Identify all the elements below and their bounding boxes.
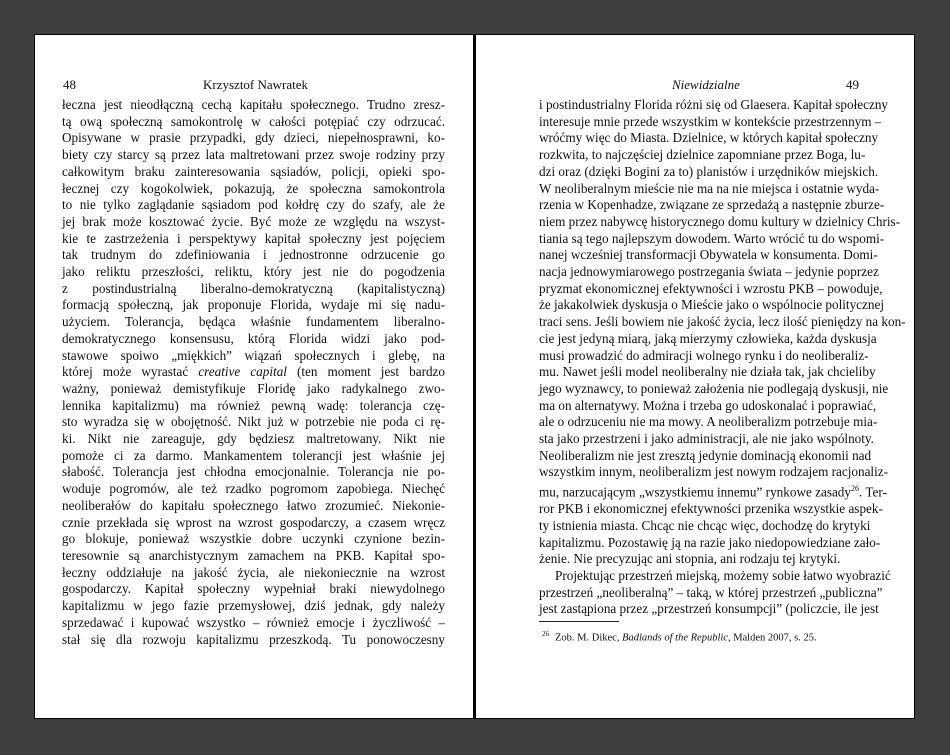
left-page xyxy=(34,34,475,719)
text-line: słabość. Tolerancja jest chłodna emocjonalnie. Tolerancja nie po- xyxy=(62,464,445,480)
text-line: ty istnienia miasta. Chcąc nie chcąc więc, dochodzę do krytyki xyxy=(539,517,871,533)
text-line: łeczny oddziałuje na jakość życia, ale niekoniecznie na wzrost xyxy=(62,564,445,580)
text-line: ma on alternatywy. Można i trzeba go udoskonalać i poprawiać, xyxy=(539,397,877,413)
text-line: jego wyznawcy, to ponieważ założenia nie podlegają dyskusji, nie xyxy=(539,380,889,396)
text-line: ror PKB i ekonomicznej efektywności przenika wszystkie aspek- xyxy=(539,501,883,517)
text-line: rzenia w Kopenhadze, związane ze sprzedażą a następnie zburze- xyxy=(539,197,885,213)
text-line: nacja jednowymiarowego postrzegania świata – jedynie poprzez xyxy=(539,264,879,280)
text-line: sta jako przestrzeni i jako administracji, ale nie jako wspólnoty. xyxy=(539,431,874,447)
text-line: jako reliktu przeszłości, reliktu, który jest nie do pogodzenia xyxy=(62,264,445,280)
running-head-title: Niewidzialne xyxy=(672,77,740,92)
text-line-mixed xyxy=(62,364,445,381)
text-line: łecznej czy kogokolwiek, pokazują, że społeczna samokontrola xyxy=(62,180,445,196)
text-line: użyciem. Tolerancja, będąca właśnie fundamentem liberalno- xyxy=(62,314,445,330)
italic-phrase: creative capital xyxy=(198,364,287,380)
footnote-title: Badlands of the Republic xyxy=(622,632,728,644)
text-line: kie te zastrzeżenia i perspektywy kapitał społeczny jest pojęciem xyxy=(62,230,445,246)
text-line: Projektując przestrzeń miejską, możemy sobie łatwo wyobrazić xyxy=(555,568,891,584)
footnote-suffix: , Malden 2007, s. 25. xyxy=(727,632,817,644)
text-line: jej brak może kosztować życie. Być może ze względu na wszyst- xyxy=(62,213,445,229)
text-line: musi prowadzić do admiracji wolnego rynku i do neoliberaliz- xyxy=(539,347,869,363)
footnote-divider xyxy=(539,621,619,622)
text-line: formacją społeczną, jak proponuje Florida, wydaje mi się nadu- xyxy=(62,297,445,313)
text-line: rozkwita, to najczęściej dzielnice zapomniane przez Boga, lu- xyxy=(539,147,866,163)
text-line: tą ową społeczną samokontrolę w całości potępiać czy odrzucać. xyxy=(62,113,445,129)
text-line: kapitalizmu. Pozostawię ją na razie jako niedopowiedziane zało- xyxy=(539,534,881,550)
text-line: tiania są tego najlepszym dowodem. Warto wrócić tu do wspomi- xyxy=(539,230,885,246)
text-line: sprzedawać i kupować wszystko – również emocje i życzliwość – xyxy=(62,614,445,630)
running-head-author: Krzysztof Nawratek xyxy=(203,77,309,92)
text-line: gospodarczy. Kapitał społeczny wypełniał braki niewydolnego xyxy=(62,581,445,597)
text-line: W neoliberalnym mieście nie ma na nie miejsca i ostatnie wyda- xyxy=(539,180,880,196)
text-line: stawowe spoiwo „miękkich” wiązań społecznych i glebę, na xyxy=(62,347,445,363)
text-segment: mu, narzucającym „wszystkiemu innemu” rynkowe zasady xyxy=(539,484,851,500)
text-line: wszystkim innym, neoliberalizm jest nowym rodzajem racjonaliz- xyxy=(539,464,889,480)
left-body-text xyxy=(62,97,445,648)
text-segment: . Ter- xyxy=(859,484,887,500)
text-segment: (ten moment jest bardzo xyxy=(286,364,446,380)
text-line: łeczna jest nieodłączną cechą kapitału społecznego. Trudno zresz- xyxy=(62,97,445,112)
text-line: lennika kapitalizmu) ma również pewną wadę: tolerancja czę- xyxy=(62,397,445,413)
text-line: teresownie są anarchistycznym zamachem na PKB. Kapitał spo- xyxy=(62,547,445,563)
text-line: przestrzeń „neoliberalną” – taką, w której przestrzeń „publiczna” xyxy=(539,584,883,600)
text-line: pomoże ci za darmo. Mankamentem tolerancji jest właśnie jej xyxy=(62,447,445,463)
footnote xyxy=(542,627,817,646)
text-line: Opisywane w prasie przypadki, gdy dzieci, niepełnosprawni, ko- xyxy=(62,130,445,146)
text-line: wróćmy więc do Miasta. Dzielnice, w których kapitał społeczny xyxy=(539,130,879,146)
text-line: ale o odrzuceniu nie ma mowy. A neoliberalizm potrzebuje mia- xyxy=(539,414,878,430)
text-line: niem przez nabywcę historycznego domu kultury w dzielnicy Chris- xyxy=(539,213,901,229)
text-line: że jakakolwiek dyskusja o Mieście jako o wspólnocie politycznej xyxy=(539,297,884,313)
text-line: demokratycznego konsensusu, którą Florida widzi jako pod- xyxy=(62,330,445,346)
text-line: cie jest jedyną miarą, jaką mierzymy człowieka, każda dyskusja xyxy=(539,330,877,346)
text-line: całkowitym braku zainteresowania sąsiadów, policji, opieki spo- xyxy=(62,163,445,179)
text-line: jest zastąpiona przez „przestrzeń konsumpcji” (policzcie, ile jest xyxy=(539,601,879,617)
text-line: ważny, ponieważ demistyfikuje Floridę jako radykalnego zwo- xyxy=(62,380,445,396)
page-number-right: 49 xyxy=(846,77,859,92)
text-line: nanej wcześniej transformacji Obywatela w konsumenta. Domi- xyxy=(539,247,878,263)
text-line: go blokuje, ponieważ wszystkie dobre uczynki czynione bezin- xyxy=(62,531,445,547)
text-segment: której może wyrastać xyxy=(62,364,189,380)
text-line: sto wyradza się w obojętność. Nikt już w potrzebie nie poda ci rę- xyxy=(62,414,445,430)
right-page xyxy=(475,34,915,719)
text-line-with-footnote-ref xyxy=(539,481,887,501)
text-line: interesuje mnie przede wszystkim w kontekście przestrzennym – xyxy=(539,113,882,129)
text-line: kapitalizmu w jego fazie przemysłowej, dziś jednak, gdy należy xyxy=(62,598,445,614)
text-line: Neoliberalizm nie jest zresztą jedynie dominacją ekonomii nad xyxy=(539,447,872,463)
text-line: to nie tylko zaglądanie sąsiadom pod kołdrę czy do szafy, ale że xyxy=(62,197,445,213)
text-line: mu. Nawet jeśli model neoliberalny nie działa tak, jak chcieliby xyxy=(539,364,876,380)
footnote-number: 26 xyxy=(542,630,549,638)
text-line: i postindustrialny Florida różni się od Glaesera. Kapitał społeczny xyxy=(539,97,889,112)
text-line: cznie przekłada się wprost na wzrost gospodarczy, a czasem wręcz xyxy=(62,514,445,530)
text-line: żenie. Nie precyzując ani stopnia, ani rodzaju tej krytyki. xyxy=(539,551,841,567)
footnote-prefix: Zob. M. Dikec, xyxy=(555,632,623,644)
text-line: biety czy starcy są przez lata maltretowani przez swoje rodziny przy xyxy=(62,147,445,163)
right-body-text xyxy=(539,97,906,618)
text-line: dzi oraz (dzięki Bogini za to) planistów i urzędników miejskich. xyxy=(539,163,879,179)
text-line: neoliberałów do kapitału społecznego łatwo zrozumieć. Niekonie- xyxy=(62,497,445,513)
text-line: z postindustrialną liberalno-demokratyczną (kapitalistyczną) xyxy=(62,280,445,296)
text-line: ki. Nikt nie zareaguje, gdy będziesz maltretowany. Nikt nie xyxy=(62,431,445,447)
footnote-reference: 26 xyxy=(851,484,859,494)
page-number-left: 48 xyxy=(63,77,76,92)
text-line: pryzmat ekonomicznej efektywności i wzrostu PKB – powoduje, xyxy=(539,280,883,296)
text-line: traci sens. Jeśli bowiem nie jakość życia, lecz ilość pieniędzy na kon- xyxy=(539,314,906,330)
text-line: woduje pogromów, ale też rzadko pogromom zapobiega. Niechęć xyxy=(62,481,445,497)
text-line: stał się dla rozwoju kapitalizmu przeszkodą. Tu ponowoczesny xyxy=(62,631,445,647)
text-line: tak trudnym do zdefiniowania i jednostronne odrzucenie go xyxy=(62,247,445,263)
